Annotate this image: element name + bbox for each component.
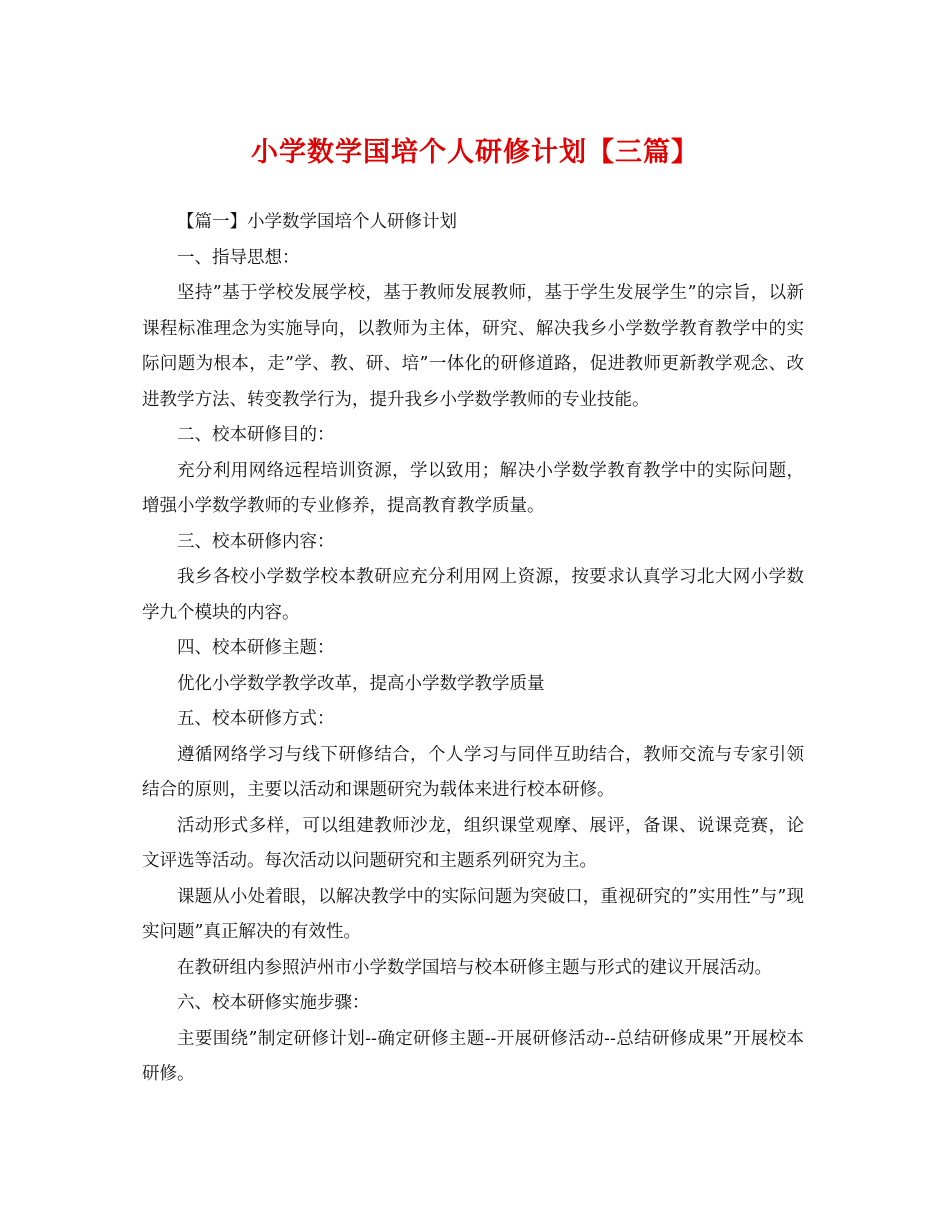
paragraph-research-topics: 课题从小处着眼，以解决教学中的实际问题为突破口，重视研究的”实用性”与”现实问题”真正解决的有效性。 xyxy=(142,886,804,942)
heading-guiding-ideology: 一、指导思想： xyxy=(177,247,300,268)
paragraph-implementation-steps: 主要围绕”制定研修计划--确定研修主题--开展研修活动--总结研修成果”开展校本研修。 xyxy=(142,1028,804,1084)
document-title: 小学数学国培个人研修计划【三篇】 xyxy=(251,137,699,168)
paragraph-research-theme: 优化小学数学教学改革，提高小学数学教学质量 xyxy=(177,673,545,694)
heading-research-purpose: 二、校本研修目的： xyxy=(177,425,335,445)
heading-research-theme: 四、校本研修主题： xyxy=(177,638,335,658)
heading-implementation-steps: 六、校本研修实施步骤： xyxy=(177,993,370,1013)
paragraph-activity-forms: 活动形式多样，可以组建教师沙龙，组织课堂观摩、展评，备课、说课竞赛，论文评选等活动。每次活动以问题研究和主题系列研究为主。 xyxy=(142,815,804,871)
section-heading-part-one: 【篇一】小学数学国培个人研修计划 xyxy=(177,212,457,232)
document-body xyxy=(142,205,804,1093)
heading-research-content: 三、校本研修内容： xyxy=(177,531,335,552)
heading-research-method: 五、校本研修方式： xyxy=(177,709,335,729)
paragraph-research-content: 我乡各校小学数学校本教研应充分利用网上资源，按要求认真学习北大网小学数学九个模块的内容。 xyxy=(142,567,804,623)
paragraph-guiding-ideology: 坚持”基于学校发展学校，基于教师发展教师，基于学生发展学生”的宗旨，以新课程标准理念为实施导向，以教师为主体，研究、解决我乡小学数学教育教学中的实际问题为根本，走”学、教、研、培”一体化的研修道路，促进教师更新教学观念、改进教学方法、转变教学行为，提升我乡小学数学教师的专业技能。 xyxy=(142,283,804,410)
paragraph-research-purpose: 充分利用网络远程培训资源，学以致用；解决小学数学教育教学中的实际问题，增强小学数学教师的专业修养，提高教育教学质量。 xyxy=(142,460,804,516)
paragraph-research-method: 遵循网络学习与线下研修结合，个人学习与同伴互助结合，教师交流与专家引领结合的原则，主要以活动和课题研究为载体来进行校本研修。 xyxy=(142,744,804,800)
paragraph-teaching-group: 在教研组内参照泸州市小学数学国培与校本研修主题与形式的建议开展活动。 xyxy=(177,957,772,978)
